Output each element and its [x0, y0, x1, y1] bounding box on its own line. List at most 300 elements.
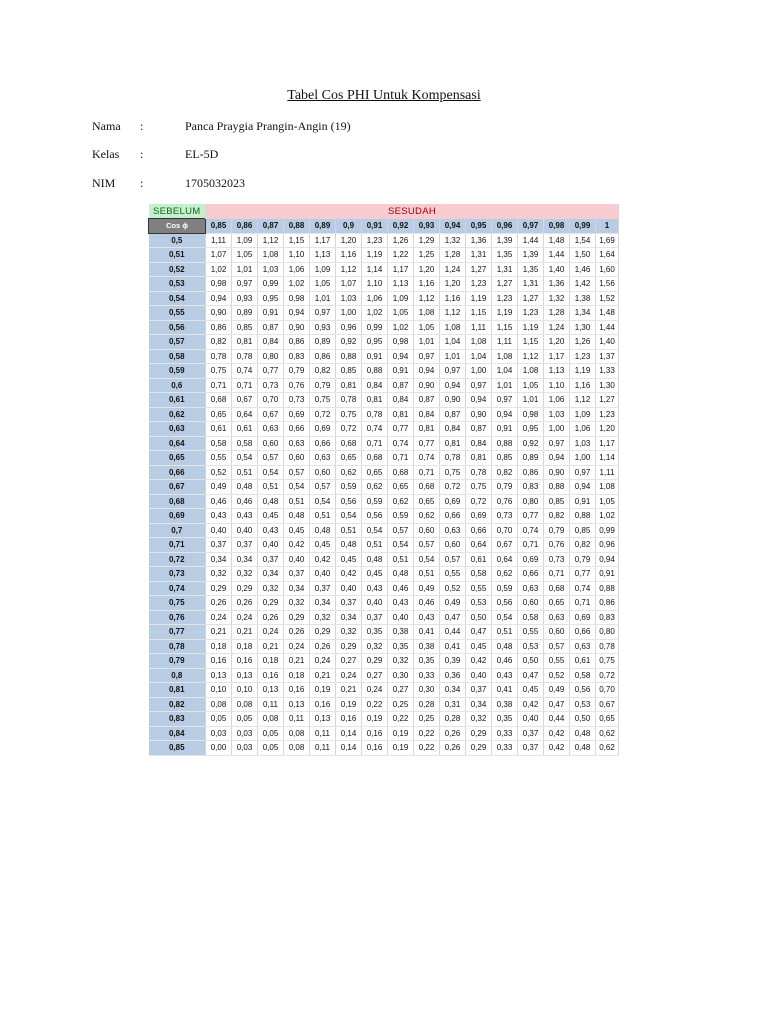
- row-header-cell[interactable]: 0,69: [149, 509, 206, 524]
- table-cell[interactable]: 0,94: [544, 451, 570, 466]
- table-cell[interactable]: 1,00: [466, 364, 492, 379]
- table-cell[interactable]: 0,29: [232, 581, 258, 596]
- table-cell[interactable]: 0,99: [258, 277, 284, 292]
- row-header-cell[interactable]: 0,71: [149, 538, 206, 553]
- table-cell[interactable]: 0,52: [440, 581, 466, 596]
- table-cell[interactable]: 0,94: [440, 378, 466, 393]
- table-cell[interactable]: 0,36: [440, 668, 466, 683]
- table-cell[interactable]: 0,48: [232, 480, 258, 495]
- table-cell[interactable]: 0,98: [388, 335, 414, 350]
- table-cell[interactable]: 0,45: [310, 538, 336, 553]
- table-cell[interactable]: 0,53: [570, 697, 596, 712]
- table-cell[interactable]: 0,66: [570, 625, 596, 640]
- table-cell[interactable]: 1,15: [284, 233, 310, 248]
- table-cell[interactable]: 0,49: [440, 596, 466, 611]
- table-cell[interactable]: 0,18: [232, 639, 258, 654]
- table-cell[interactable]: 0,60: [284, 451, 310, 466]
- table-cell[interactable]: 0,71: [570, 596, 596, 611]
- table-cell[interactable]: 1,34: [570, 306, 596, 321]
- table-cell[interactable]: 0,66: [310, 436, 336, 451]
- table-cell[interactable]: 0,81: [362, 393, 388, 408]
- table-cell[interactable]: 0,19: [310, 683, 336, 698]
- table-cell[interactable]: 1,20: [544, 335, 570, 350]
- table-cell[interactable]: 0,66: [518, 567, 544, 582]
- table-cell[interactable]: 0,78: [466, 465, 492, 480]
- table-cell[interactable]: 0,26: [232, 596, 258, 611]
- table-cell[interactable]: 0,10: [232, 683, 258, 698]
- table-cell[interactable]: 0,34: [206, 552, 232, 567]
- column-header-cell[interactable]: 0,98: [544, 219, 570, 234]
- table-cell[interactable]: 0,69: [440, 494, 466, 509]
- column-header-cell[interactable]: 0,87: [258, 219, 284, 234]
- row-header-cell[interactable]: 0,82: [149, 697, 206, 712]
- table-cell[interactable]: 0,35: [388, 639, 414, 654]
- table-cell[interactable]: 1,08: [258, 248, 284, 263]
- table-cell[interactable]: 0,37: [362, 610, 388, 625]
- column-header-cell[interactable]: 0,94: [440, 219, 466, 234]
- table-cell[interactable]: 0,60: [518, 596, 544, 611]
- row-header-cell[interactable]: 0,7: [149, 523, 206, 538]
- table-cell[interactable]: 0,77: [570, 567, 596, 582]
- table-cell[interactable]: 1,07: [206, 248, 232, 263]
- table-cell[interactable]: 1,36: [466, 233, 492, 248]
- table-cell[interactable]: 1,05: [310, 277, 336, 292]
- table-cell[interactable]: 0,50: [466, 610, 492, 625]
- table-cell[interactable]: 0,21: [310, 668, 336, 683]
- table-cell[interactable]: 0,95: [518, 422, 544, 437]
- table-cell[interactable]: 0,79: [544, 523, 570, 538]
- table-cell[interactable]: 1,03: [336, 291, 362, 306]
- table-cell[interactable]: 0,60: [258, 436, 284, 451]
- table-cell[interactable]: 0,35: [362, 625, 388, 640]
- table-cell[interactable]: 0,76: [284, 378, 310, 393]
- table-cell[interactable]: 1,13: [388, 277, 414, 292]
- table-cell[interactable]: 1,01: [518, 393, 544, 408]
- table-cell[interactable]: 0,74: [232, 364, 258, 379]
- table-cell[interactable]: 0,68: [544, 581, 570, 596]
- table-cell[interactable]: 0,48: [570, 726, 596, 741]
- table-cell[interactable]: 0,54: [492, 610, 518, 625]
- table-cell[interactable]: 0,87: [388, 378, 414, 393]
- table-cell[interactable]: 0,86: [206, 320, 232, 335]
- column-header-cell[interactable]: 0,89: [310, 219, 336, 234]
- table-cell[interactable]: 0,85: [544, 494, 570, 509]
- table-cell[interactable]: 0,55: [206, 451, 232, 466]
- table-cell[interactable]: 1,23: [596, 407, 619, 422]
- row-header-cell[interactable]: 0,85: [149, 741, 206, 756]
- table-cell[interactable]: 0,63: [518, 581, 544, 596]
- table-cell[interactable]: 0,99: [596, 523, 619, 538]
- table-cell[interactable]: 0,57: [310, 480, 336, 495]
- table-cell[interactable]: 0,82: [310, 364, 336, 379]
- row-header-cell[interactable]: 0,65: [149, 451, 206, 466]
- table-cell[interactable]: 0,71: [544, 567, 570, 582]
- table-cell[interactable]: 0,35: [492, 712, 518, 727]
- table-cell[interactable]: 1,27: [492, 277, 518, 292]
- table-cell[interactable]: 0,11: [258, 697, 284, 712]
- table-cell[interactable]: 0,26: [440, 741, 466, 756]
- table-cell[interactable]: 0,74: [362, 422, 388, 437]
- table-cell[interactable]: 1,03: [258, 262, 284, 277]
- table-cell[interactable]: 0,25: [414, 712, 440, 727]
- table-cell[interactable]: 0,51: [388, 552, 414, 567]
- table-cell[interactable]: 0,00: [206, 741, 232, 756]
- row-header-cell[interactable]: 0,51: [149, 248, 206, 263]
- table-cell[interactable]: 0,82: [570, 538, 596, 553]
- table-cell[interactable]: 0,37: [310, 581, 336, 596]
- column-header-cell[interactable]: 0,85: [206, 219, 232, 234]
- table-cell[interactable]: 1,01: [310, 291, 336, 306]
- table-cell[interactable]: 0,68: [362, 451, 388, 466]
- table-cell[interactable]: 0,54: [362, 523, 388, 538]
- table-cell[interactable]: 0,37: [258, 552, 284, 567]
- table-cell[interactable]: 0,90: [414, 378, 440, 393]
- table-cell[interactable]: 1,10: [284, 248, 310, 263]
- table-cell[interactable]: 0,96: [336, 320, 362, 335]
- table-cell[interactable]: 0,68: [336, 436, 362, 451]
- table-cell[interactable]: 0,59: [388, 509, 414, 524]
- table-cell[interactable]: 1,09: [232, 233, 258, 248]
- table-cell[interactable]: 0,57: [440, 552, 466, 567]
- table-cell[interactable]: 0,37: [518, 741, 544, 756]
- table-cell[interactable]: 0,40: [466, 668, 492, 683]
- table-cell[interactable]: 0,18: [206, 639, 232, 654]
- table-cell[interactable]: 0,89: [518, 451, 544, 466]
- table-cell[interactable]: 1,29: [414, 233, 440, 248]
- table-cell[interactable]: 0,85: [492, 451, 518, 466]
- table-cell[interactable]: 0,88: [570, 509, 596, 524]
- table-cell[interactable]: 0,13: [258, 683, 284, 698]
- column-header-cell[interactable]: 0,93: [414, 219, 440, 234]
- table-cell[interactable]: 0,21: [232, 625, 258, 640]
- table-cell[interactable]: 0,49: [206, 480, 232, 495]
- table-cell[interactable]: 1,31: [492, 262, 518, 277]
- table-cell[interactable]: 0,62: [388, 494, 414, 509]
- table-cell[interactable]: 0,55: [518, 625, 544, 640]
- table-cell[interactable]: 0,57: [284, 465, 310, 480]
- table-cell[interactable]: 0,86: [310, 349, 336, 364]
- table-cell[interactable]: 0,08: [206, 697, 232, 712]
- table-cell[interactable]: 0,21: [284, 654, 310, 669]
- table-cell[interactable]: 0,81: [336, 378, 362, 393]
- column-header-cell[interactable]: 0,92: [388, 219, 414, 234]
- table-cell[interactable]: 0,82: [492, 465, 518, 480]
- table-cell[interactable]: 0,84: [388, 393, 414, 408]
- table-cell[interactable]: 1,08: [466, 335, 492, 350]
- row-header-cell[interactable]: 0,83: [149, 712, 206, 727]
- table-cell[interactable]: 0,19: [362, 712, 388, 727]
- table-cell[interactable]: 0,54: [232, 451, 258, 466]
- table-cell[interactable]: 0,67: [258, 407, 284, 422]
- table-cell[interactable]: 0,29: [206, 581, 232, 596]
- table-cell[interactable]: 0,08: [258, 712, 284, 727]
- table-cell[interactable]: 1,24: [440, 262, 466, 277]
- table-cell[interactable]: 0,63: [570, 639, 596, 654]
- table-cell[interactable]: 0,87: [440, 407, 466, 422]
- table-cell[interactable]: 0,58: [518, 610, 544, 625]
- table-cell[interactable]: 0,91: [570, 494, 596, 509]
- table-cell[interactable]: 0,94: [492, 407, 518, 422]
- table-cell[interactable]: 0,42: [544, 726, 570, 741]
- table-cell[interactable]: 0,32: [310, 610, 336, 625]
- table-cell[interactable]: 0,48: [570, 741, 596, 756]
- table-cell[interactable]: 0,16: [310, 697, 336, 712]
- table-cell[interactable]: 0,70: [596, 683, 619, 698]
- table-cell[interactable]: 0,58: [466, 567, 492, 582]
- table-cell[interactable]: 1,17: [310, 233, 336, 248]
- table-cell[interactable]: 0,67: [596, 697, 619, 712]
- column-header-cell[interactable]: 0,91: [362, 219, 388, 234]
- table-cell[interactable]: 0,65: [362, 465, 388, 480]
- table-cell[interactable]: 0,56: [336, 494, 362, 509]
- table-cell[interactable]: 1,13: [310, 248, 336, 263]
- table-cell[interactable]: 0,48: [362, 552, 388, 567]
- table-cell[interactable]: 0,61: [232, 422, 258, 437]
- table-cell[interactable]: 0,85: [232, 320, 258, 335]
- table-cell[interactable]: 0,51: [284, 494, 310, 509]
- table-cell[interactable]: 0,62: [414, 509, 440, 524]
- table-cell[interactable]: 0,30: [414, 683, 440, 698]
- table-cell[interactable]: 1,09: [388, 291, 414, 306]
- table-cell[interactable]: 0,88: [362, 364, 388, 379]
- table-cell[interactable]: 0,73: [492, 509, 518, 524]
- table-cell[interactable]: 0,05: [206, 712, 232, 727]
- table-cell[interactable]: 0,97: [414, 349, 440, 364]
- table-cell[interactable]: 0,74: [518, 523, 544, 538]
- table-cell[interactable]: 0,94: [206, 291, 232, 306]
- table-cell[interactable]: 0,71: [388, 451, 414, 466]
- row-header-cell[interactable]: 0,72: [149, 552, 206, 567]
- row-header-cell[interactable]: 0,78: [149, 639, 206, 654]
- table-cell[interactable]: 0,62: [596, 726, 619, 741]
- table-cell[interactable]: 0,73: [258, 378, 284, 393]
- table-cell[interactable]: 0,95: [362, 335, 388, 350]
- table-cell[interactable]: 0,49: [414, 581, 440, 596]
- table-cell[interactable]: 0,78: [206, 349, 232, 364]
- table-cell[interactable]: 0,26: [258, 610, 284, 625]
- table-cell[interactable]: 0,03: [232, 741, 258, 756]
- table-cell[interactable]: 0,22: [414, 741, 440, 756]
- table-cell[interactable]: 0,60: [544, 625, 570, 640]
- table-cell[interactable]: 0,60: [440, 538, 466, 553]
- table-cell[interactable]: 0,67: [232, 393, 258, 408]
- table-cell[interactable]: 0,95: [258, 291, 284, 306]
- row-header-cell[interactable]: 0,64: [149, 436, 206, 451]
- row-header-cell[interactable]: 0,59: [149, 364, 206, 379]
- table-cell[interactable]: 0,51: [362, 538, 388, 553]
- table-cell[interactable]: 1,23: [492, 291, 518, 306]
- row-header-cell[interactable]: 0,66: [149, 465, 206, 480]
- row-header-cell[interactable]: 0,63: [149, 422, 206, 437]
- table-cell[interactable]: 1,69: [596, 233, 619, 248]
- table-cell[interactable]: 1,02: [388, 320, 414, 335]
- table-cell[interactable]: 1,31: [466, 248, 492, 263]
- table-cell[interactable]: 0,33: [414, 668, 440, 683]
- table-cell[interactable]: 0,86: [596, 596, 619, 611]
- table-cell[interactable]: 1,17: [596, 436, 619, 451]
- table-cell[interactable]: 0,40: [284, 552, 310, 567]
- table-cell[interactable]: 1,19: [570, 364, 596, 379]
- table-cell[interactable]: 1,20: [440, 277, 466, 292]
- table-cell[interactable]: 0,13: [310, 712, 336, 727]
- table-cell[interactable]: 0,53: [518, 639, 544, 654]
- table-cell[interactable]: 1,20: [336, 233, 362, 248]
- table-cell[interactable]: 0,48: [492, 639, 518, 654]
- table-cell[interactable]: 0,24: [206, 610, 232, 625]
- table-cell[interactable]: 1,23: [570, 349, 596, 364]
- table-cell[interactable]: 1,00: [570, 451, 596, 466]
- row-header-cell[interactable]: 0,54: [149, 291, 206, 306]
- table-cell[interactable]: 0,55: [466, 581, 492, 596]
- table-cell[interactable]: 0,34: [440, 683, 466, 698]
- table-cell[interactable]: 0,16: [336, 712, 362, 727]
- table-cell[interactable]: 0,84: [258, 335, 284, 350]
- table-cell[interactable]: 0,56: [492, 596, 518, 611]
- table-cell[interactable]: 1,07: [336, 277, 362, 292]
- table-cell[interactable]: 0,59: [362, 494, 388, 509]
- table-cell[interactable]: 0,72: [440, 480, 466, 495]
- table-cell[interactable]: 0,55: [440, 567, 466, 582]
- table-cell[interactable]: 0,83: [596, 610, 619, 625]
- table-cell[interactable]: 0,32: [336, 625, 362, 640]
- table-cell[interactable]: 0,94: [570, 480, 596, 495]
- table-cell[interactable]: 0,81: [414, 422, 440, 437]
- table-cell[interactable]: 1,15: [492, 320, 518, 335]
- table-cell[interactable]: 0,91: [596, 567, 619, 582]
- table-cell[interactable]: 0,60: [310, 465, 336, 480]
- table-cell[interactable]: 0,19: [336, 697, 362, 712]
- table-cell[interactable]: 0,82: [206, 335, 232, 350]
- table-cell[interactable]: 0,51: [232, 465, 258, 480]
- table-cell[interactable]: 0,59: [336, 480, 362, 495]
- table-cell[interactable]: 0,63: [440, 523, 466, 538]
- table-cell[interactable]: 0,08: [232, 697, 258, 712]
- table-cell[interactable]: 0,37: [336, 596, 362, 611]
- table-cell[interactable]: 1,06: [570, 422, 596, 437]
- table-cell[interactable]: 0,52: [206, 465, 232, 480]
- table-cell[interactable]: 1,11: [206, 233, 232, 248]
- table-cell[interactable]: 0,74: [388, 436, 414, 451]
- table-cell[interactable]: 0,71: [206, 378, 232, 393]
- table-cell[interactable]: 0,51: [336, 523, 362, 538]
- table-cell[interactable]: 0,14: [336, 741, 362, 756]
- row-header-cell[interactable]: 0,81: [149, 683, 206, 698]
- table-cell[interactable]: 0,80: [596, 625, 619, 640]
- table-cell[interactable]: 0,81: [388, 407, 414, 422]
- table-cell[interactable]: 0,90: [544, 465, 570, 480]
- table-cell[interactable]: 0,45: [362, 567, 388, 582]
- table-cell[interactable]: 1,15: [466, 306, 492, 321]
- table-cell[interactable]: 0,65: [336, 451, 362, 466]
- table-cell[interactable]: 1,20: [596, 422, 619, 437]
- table-cell[interactable]: 1,20: [414, 262, 440, 277]
- table-cell[interactable]: 0,43: [414, 610, 440, 625]
- table-cell[interactable]: 0,49: [544, 683, 570, 698]
- table-cell[interactable]: 1,12: [414, 291, 440, 306]
- table-cell[interactable]: 0,27: [336, 654, 362, 669]
- table-cell[interactable]: 0,98: [518, 407, 544, 422]
- row-header-cell[interactable]: 0,55: [149, 306, 206, 321]
- table-cell[interactable]: 1,16: [336, 248, 362, 263]
- table-cell[interactable]: 0,88: [596, 581, 619, 596]
- table-cell[interactable]: 0,47: [466, 625, 492, 640]
- table-cell[interactable]: 0,64: [492, 552, 518, 567]
- table-cell[interactable]: 0,46: [414, 596, 440, 611]
- table-cell[interactable]: 0,88: [544, 480, 570, 495]
- table-cell[interactable]: 1,30: [596, 378, 619, 393]
- row-header-cell[interactable]: 0,68: [149, 494, 206, 509]
- table-cell[interactable]: 0,16: [284, 683, 310, 698]
- table-cell[interactable]: 0,97: [570, 465, 596, 480]
- table-cell[interactable]: 1,36: [544, 277, 570, 292]
- table-cell[interactable]: 0,98: [284, 291, 310, 306]
- table-cell[interactable]: 0,32: [232, 567, 258, 582]
- table-cell[interactable]: 0,97: [310, 306, 336, 321]
- table-cell[interactable]: 1,23: [466, 277, 492, 292]
- table-cell[interactable]: 0,21: [206, 625, 232, 640]
- table-cell[interactable]: 0,29: [466, 741, 492, 756]
- table-cell[interactable]: 0,55: [544, 654, 570, 669]
- table-cell[interactable]: 0,11: [284, 712, 310, 727]
- table-cell[interactable]: 1,08: [440, 320, 466, 335]
- table-cell[interactable]: 1,02: [284, 277, 310, 292]
- table-cell[interactable]: 0,32: [388, 654, 414, 669]
- table-cell[interactable]: 0,97: [544, 436, 570, 451]
- table-cell[interactable]: 1,06: [284, 262, 310, 277]
- table-cell[interactable]: 1,10: [362, 277, 388, 292]
- table-cell[interactable]: 1,39: [518, 248, 544, 263]
- table-cell[interactable]: 0,56: [362, 509, 388, 524]
- table-cell[interactable]: 1,52: [596, 291, 619, 306]
- table-cell[interactable]: 0,34: [336, 610, 362, 625]
- row-header-cell[interactable]: 0,8: [149, 668, 206, 683]
- table-cell[interactable]: 0,78: [336, 393, 362, 408]
- table-cell[interactable]: 0,72: [596, 668, 619, 683]
- table-cell[interactable]: 1,02: [596, 509, 619, 524]
- table-cell[interactable]: 0,13: [232, 668, 258, 683]
- table-cell[interactable]: 1,17: [544, 349, 570, 364]
- table-cell[interactable]: 1,12: [258, 233, 284, 248]
- table-cell[interactable]: 0,87: [466, 422, 492, 437]
- table-cell[interactable]: 0,57: [388, 523, 414, 538]
- table-cell[interactable]: 0,21: [336, 683, 362, 698]
- table-cell[interactable]: 0,78: [362, 407, 388, 422]
- table-cell[interactable]: 0,26: [206, 596, 232, 611]
- row-header-cell[interactable]: 0,52: [149, 262, 206, 277]
- table-cell[interactable]: 1,35: [492, 248, 518, 263]
- table-cell[interactable]: 0,59: [492, 581, 518, 596]
- table-cell[interactable]: 1,25: [414, 248, 440, 263]
- table-cell[interactable]: 1,32: [544, 291, 570, 306]
- table-cell[interactable]: 1,04: [492, 364, 518, 379]
- row-header-cell[interactable]: 0,73: [149, 567, 206, 582]
- table-cell[interactable]: 0,05: [258, 741, 284, 756]
- table-cell[interactable]: 0,81: [466, 451, 492, 466]
- table-cell[interactable]: 0,60: [414, 523, 440, 538]
- table-cell[interactable]: 0,73: [284, 393, 310, 408]
- table-cell[interactable]: 0,19: [388, 741, 414, 756]
- table-cell[interactable]: 0,86: [284, 335, 310, 350]
- table-cell[interactable]: 0,76: [492, 494, 518, 509]
- table-cell[interactable]: 1,27: [466, 262, 492, 277]
- table-cell[interactable]: 0,44: [440, 625, 466, 640]
- table-cell[interactable]: 1,28: [440, 248, 466, 263]
- table-cell[interactable]: 1,08: [414, 306, 440, 321]
- table-cell[interactable]: 0,37: [466, 683, 492, 698]
- table-cell[interactable]: 1,12: [570, 393, 596, 408]
- table-cell[interactable]: 0,70: [492, 523, 518, 538]
- table-cell[interactable]: 1,39: [492, 233, 518, 248]
